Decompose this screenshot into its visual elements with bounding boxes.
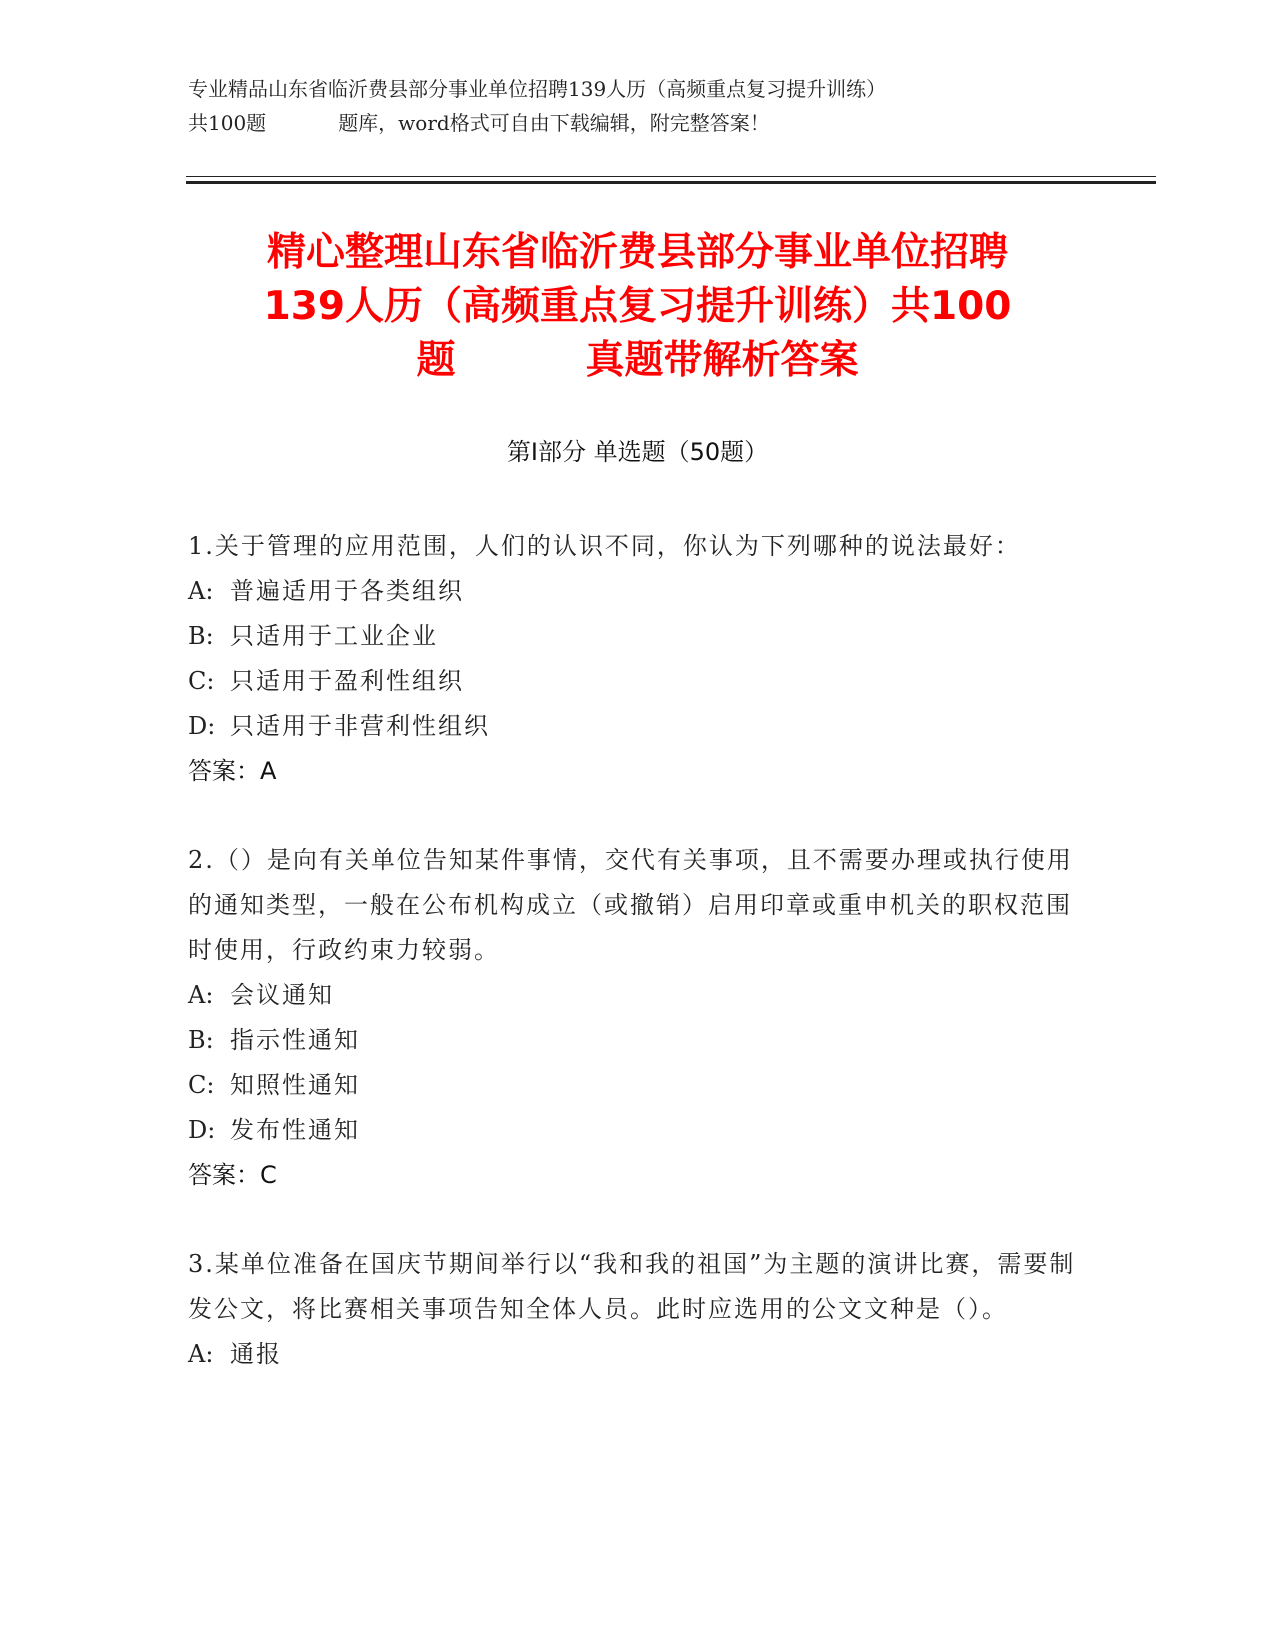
option-label: C:	[188, 1071, 215, 1099]
title-line-3-left: 题	[416, 338, 456, 383]
answer: 答案：C	[188, 1161, 277, 1189]
option-label: D:	[188, 1116, 216, 1144]
option-text: 通报	[230, 1340, 282, 1368]
header-line-1: 专业精品山东省临沂费县部分事业单位招聘139人历（高频重点复习提升训练）	[188, 77, 887, 101]
option-label: A:	[188, 1340, 214, 1368]
option-text: 只适用于工业企业	[230, 622, 438, 650]
option-text: 只适用于非营利性组织	[230, 712, 490, 740]
title-line-1: 精心整理山东省临沂费县部分事业单位招聘	[266, 230, 1008, 275]
option-d	[188, 1108, 1088, 1153]
option-a	[188, 569, 1088, 614]
question-stem: 2.（）是向有关单位告知某件事情，交代有关事项，且不需要办理或执行使用的通知类型，一般在公布机构成立（或撤销）启用印章或重申机关的职权范围时使用，行政约束力较弱。	[188, 846, 1073, 964]
option-b	[188, 614, 1088, 659]
header-rule-thick	[186, 181, 1156, 184]
option-c	[188, 1063, 1088, 1108]
title-line-3-right: 真题带解析答案	[585, 338, 859, 383]
option-label: A:	[188, 577, 214, 605]
title-line-3	[150, 334, 1125, 388]
question-stem: 1.关于管理的应用范围，人们的认识不同，你认为下列哪种的说法最好：	[188, 532, 1021, 560]
document-title	[150, 226, 1125, 388]
question-2	[188, 838, 1088, 1198]
section-title: 第Ⅰ部分 单选题（50题）	[506, 438, 769, 466]
header-spacer	[266, 106, 338, 140]
option-a	[188, 973, 1088, 1018]
title-line-2: 139人历（高频重点复习提升训练）共100	[263, 284, 1012, 329]
answer: 答案：A	[188, 757, 277, 785]
option-label: B:	[188, 1026, 214, 1054]
header-description: 题库，word格式可自由下载编辑，附完整答案！	[338, 111, 770, 135]
option-text: 会议通知	[230, 981, 334, 1009]
option-d	[188, 704, 1088, 749]
option-label: D:	[188, 712, 216, 740]
question-list	[188, 524, 1088, 1421]
page-header	[188, 72, 1088, 140]
option-label: A:	[188, 981, 214, 1009]
option-text: 只适用于盈利性组织	[230, 667, 464, 695]
option-text: 发布性通知	[230, 1116, 360, 1144]
header-rule-thin	[186, 176, 1156, 177]
question-1	[188, 524, 1088, 794]
header-line-2	[188, 106, 1088, 140]
option-label: C:	[188, 667, 215, 695]
option-text: 普遍适用于各类组织	[230, 577, 464, 605]
option-text: 指示性通知	[230, 1026, 360, 1054]
header-question-count: 共100题	[188, 111, 267, 135]
question-stem: 3.某单位准备在国庆节期间举行以“我和我的祖国”为主题的演讲比赛，需要制发公文，将比赛相关事项告知全体人员。此时应选用的公文文种是（）。	[188, 1250, 1076, 1323]
option-c	[188, 659, 1088, 704]
option-a	[188, 1332, 1088, 1377]
question-3	[188, 1242, 1088, 1377]
option-label: B:	[188, 622, 214, 650]
option-b	[188, 1018, 1088, 1063]
option-text: 知照性通知	[230, 1071, 360, 1099]
